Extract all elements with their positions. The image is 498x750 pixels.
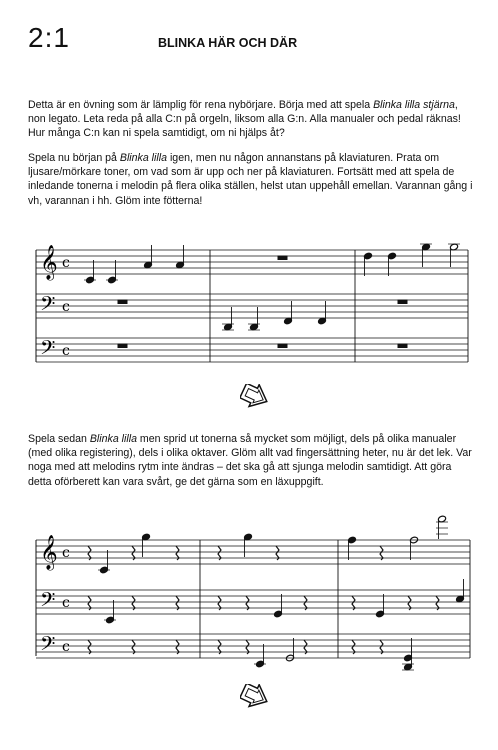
paragraph-text: Spela sedan xyxy=(28,433,90,445)
exercise-paragraph xyxy=(28,432,474,489)
italic-title-text: Blinka lilla xyxy=(89,433,137,445)
page-title: BLINKA HÄR OCH DÄR xyxy=(158,36,298,50)
bass-staff xyxy=(36,294,468,318)
pedal-staff xyxy=(36,338,468,362)
svg-text:c: c xyxy=(62,545,70,561)
paragraph-text: igen, men nu någon annanstans på klaviaturen. Prata om ljusare/mörkare toner, om vad som är upp och ner på klaviaturen. Fortsätt med att spela de inledande tonerna i melodin på flera olika ställen, helst utan uppehåll emellan. Varannan gång i vh, varannan i hh. Glöm inte fötterna! xyxy=(28,152,473,207)
instruction-paragraph xyxy=(28,151,474,208)
treble-staff xyxy=(36,540,470,564)
intro-paragraph xyxy=(28,98,474,141)
treble-staff xyxy=(36,250,468,274)
notes-measure-2 xyxy=(222,256,326,331)
paragraph-text: , non legato. Leta reda på alla C:n på orgeln, liksom alla G:n. Alla manualer och pedal räknas! Hur många C:n kan ni spela samtidigt, om ni hjälps åt? xyxy=(28,99,461,140)
italic-title-text: Blinka lilla xyxy=(119,152,167,164)
time-signature xyxy=(62,545,70,655)
exercise-number: 2:1 xyxy=(28,22,70,53)
paragraph-text: Detta är en övning som är lämplig för rena nybörjare. Börja med att spela xyxy=(28,99,374,111)
music-system-2 xyxy=(0,524,498,674)
notes-measure-1 xyxy=(84,245,184,284)
notes-measure-3 xyxy=(118,243,460,347)
pedal-staff xyxy=(36,634,470,658)
svg-text:c: c xyxy=(62,595,70,611)
bass-clef-icon: 𝄢 xyxy=(40,588,56,616)
music-system-1 xyxy=(0,234,498,369)
continue-arrow-icon xyxy=(240,384,270,408)
treble-clef-icon: 𝄞 xyxy=(40,535,58,570)
rests xyxy=(88,546,439,654)
bass-clef-icon: 𝄢 xyxy=(40,292,56,320)
italic-title-text: Blinka lilla stjärna xyxy=(373,99,455,111)
svg-text:c: c xyxy=(62,343,70,359)
bass-clef-icon: 𝄢 xyxy=(40,632,56,660)
bass-clef-icon: 𝄢 xyxy=(40,336,56,364)
svg-text:c: c xyxy=(62,639,70,655)
time-signature xyxy=(62,255,70,359)
notes-system-2 xyxy=(98,515,464,671)
paragraph-text: men sprid ut tonerna så mycket som möjligt, dels på olika manualer (med olika registering), dels i olika oktaver. Glöm allt vad fingersättning heter, nu är det lek. Var noga med att melodins rytm inte ändras – det ska gå att sjunga melodin samtidigt. Att göra detta oförberett kan vara svårt, ge det gärna som en läxuppgift. xyxy=(28,433,472,488)
svg-text:c: c xyxy=(62,299,70,315)
treble-clef-icon: 𝄞 xyxy=(40,245,58,280)
paragraph-text: Spela nu början på xyxy=(28,152,120,164)
continue-arrow-icon xyxy=(240,684,270,708)
bass-staff xyxy=(36,590,470,614)
svg-text:c: c xyxy=(62,255,70,271)
